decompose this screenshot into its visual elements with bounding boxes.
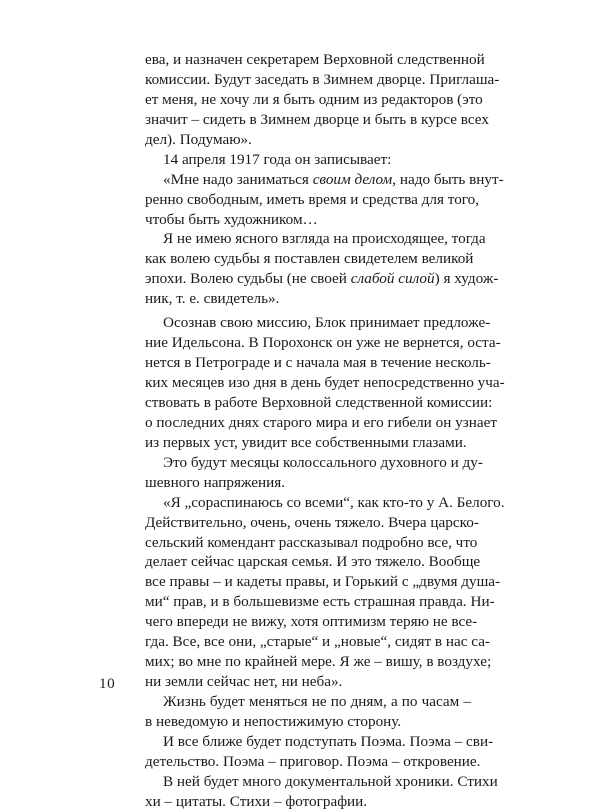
text-line: ева, и назначен секретарем Верховной следственной (145, 51, 485, 68)
text-line: ни земли сейчас нет, ни неба». (145, 673, 343, 691)
text-line: нется в Петрограде и с начала мая в течение несколь- (145, 354, 491, 372)
text-line: делает сейчас царская семья. И это тяжело. Вообще (145, 553, 481, 571)
text-line: «Я „сораспинаюсь со всеми“, как кто-то у А. Белого. (163, 493, 505, 511)
text-line: в неведомую и непостижимую сторону. (145, 712, 402, 730)
text-line: гда. Все, все они, „старые“ и „новые“, сидят в нас са- (145, 633, 490, 651)
text-line: 14 апреля 1917 года он записывает: (163, 150, 392, 168)
text-line: ствовать в работе Верховной следственной комиссии: (145, 393, 493, 411)
text-line: шевного напряжения. (145, 473, 286, 491)
text-line: Это будут месяцы колоссального духовного и ду- (163, 453, 483, 471)
text-line: ние Идельсона. В Порохонск он уже не вернется, оста- (145, 334, 501, 352)
text-line: все правы – и кадеты правы, и Горький с „двумя душа- (145, 573, 501, 591)
text-line: В ней будет много документальной хроники. Стихи (163, 772, 498, 790)
text-line: мих; во мне по крайней мере. Я же – вишу, в воздухе; (145, 653, 492, 671)
body-text (145, 50, 505, 812)
text-line: Я не имею ясного взгляда на происходящее, тогда (163, 230, 486, 248)
text-line: хи – цитаты. Стихи – фотографии. (145, 792, 368, 810)
text-line: из первых уст, увидит все собственными глазами. (145, 433, 467, 451)
text-line: дел). Подумаю». (145, 130, 252, 148)
text-line: ми“ прав, и в большевизме есть страшная правда. Ни- (145, 593, 495, 611)
text-line: ник, т. е. свидетель». (145, 290, 280, 308)
text-line: детельство. Поэма – приговор. Поэма – откровение. (145, 752, 481, 770)
text-line: эпохи. Волею судьбы (не своей слабой силой) я худож- (145, 270, 499, 288)
text-line: чтобы быть художником… (145, 210, 318, 228)
text-line: Действительно, очень, очень тяжело. Вчера царско- (145, 513, 479, 531)
text-line: сельский комендант рассказывал подробно все, что (145, 533, 478, 551)
text-line: И все ближе будет подступать Поэма. Поэма – сви- (163, 732, 494, 750)
text-line: как волею судьбы я поставлен свидетелем великой (145, 250, 474, 268)
text-line: ет меня, не хочу ли я быть одним из редакторов (это (145, 90, 483, 108)
text-line: Жизнь будет меняться не по дням, а по часам – (163, 693, 471, 710)
page-number: 10 (99, 675, 116, 692)
text-line: «Мне надо заниматься своим делом, надо быть внут- (163, 170, 504, 188)
text-line: ких месяцев изо дня в день будет непосредственно уча- (145, 374, 505, 391)
text-line: о последних днях старого мира и его гибели он узнает (145, 413, 497, 431)
text-line: комиссии. Будут заседать в Зимнем дворце. Приглаша- (145, 70, 500, 88)
text-line: чего впереди не вижу, хотя оптимизм теряю не все- (145, 613, 478, 631)
text-line: значит – сидеть в Зимнем дворце и быть в курсе всех (145, 110, 489, 128)
text-line: Осознав свою миссию, Блок принимает предложе- (163, 314, 491, 332)
text-line: ренно свободным, иметь время и средства для того, (145, 190, 480, 208)
